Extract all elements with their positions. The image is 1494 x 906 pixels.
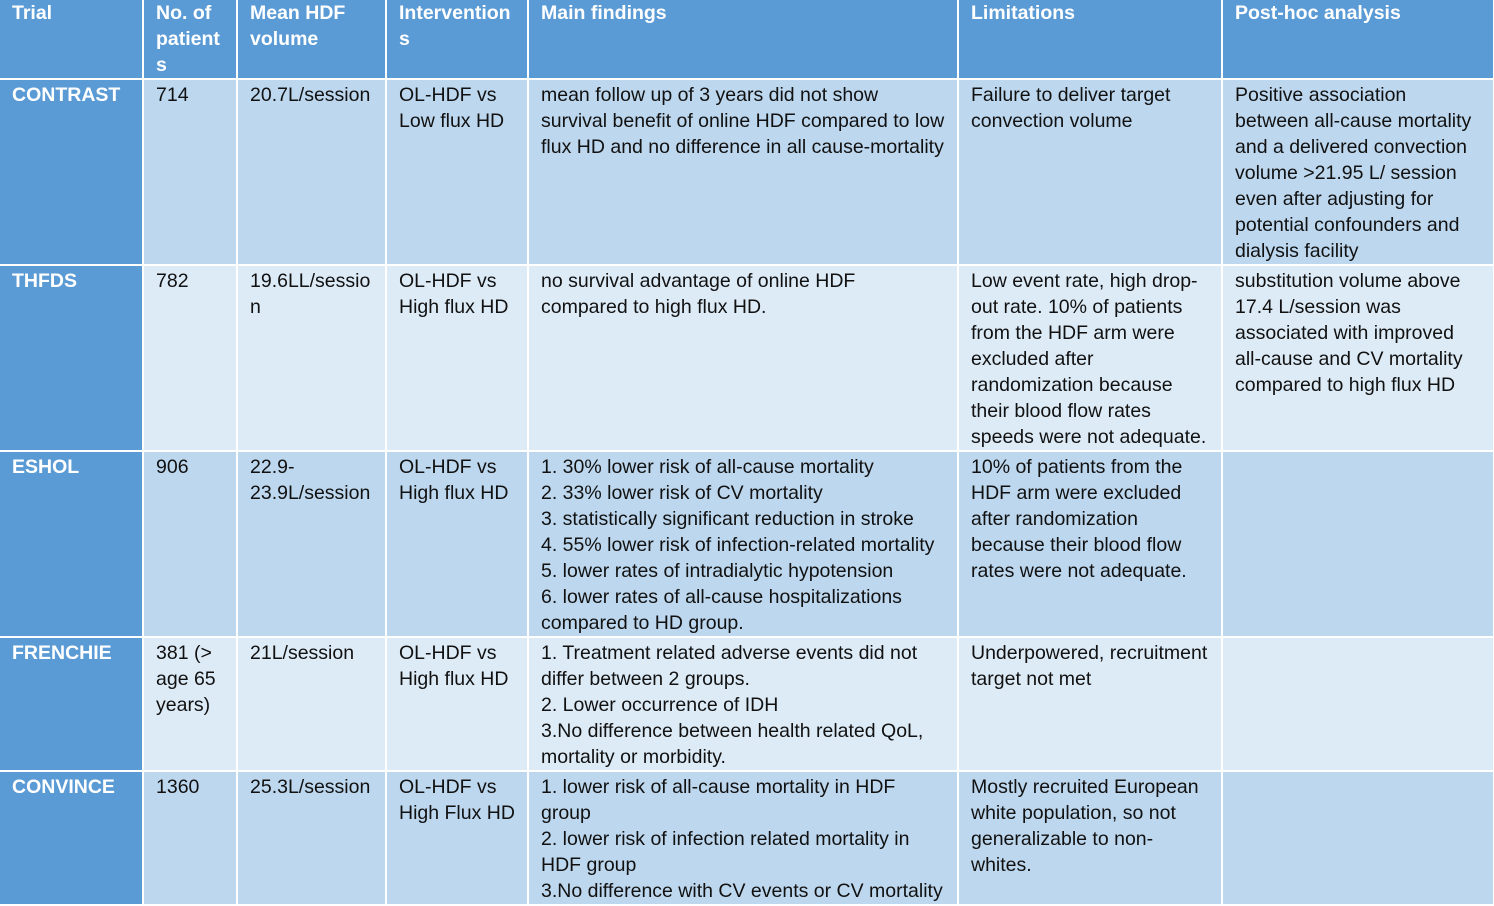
volume-cell: 20.7L/session — [237, 79, 386, 265]
findings-cell: 1. 30% lower risk of all-cause mortality 2. 33% lower risk of CV mortality 3. statistically significant reduction in stroke 4. 55% lower risk of infection-related mortality 5. lower rates of intradialytic hypotension 6. lower rates of all-cause hospitalizations compared to HD group. — [528, 451, 958, 637]
interventions-cell: OL-HDF vs High flux HD — [386, 637, 528, 771]
table-row — [0, 79, 1494, 265]
findings-cell: 1. lower risk of all-cause mortality in HDF group 2. lower risk of infection related mortality in HDF group 3.No difference with CV events or CV mortality — [528, 771, 958, 905]
header-trial: Trial — [0, 0, 143, 79]
interventions-cell: OL-HDF vs High flux HD — [386, 451, 528, 637]
limitations-cell: Mostly recruited European white population, so not generalizable to non-whites. — [958, 771, 1222, 905]
volume-cell: 19.6LL/session — [237, 265, 386, 451]
header-limitations: Limitations — [958, 0, 1222, 79]
volume-cell: 22.9-23.9L/session — [237, 451, 386, 637]
patients-cell: 381 (> age 65 years) — [143, 637, 237, 771]
table-row — [0, 771, 1494, 905]
header-findings: Main findings — [528, 0, 958, 79]
interventions-cell: OL-HDF vs High Flux HD — [386, 771, 528, 905]
posthoc-cell — [1222, 451, 1494, 637]
posthoc-cell — [1222, 637, 1494, 771]
volume-cell: 21L/session — [237, 637, 386, 771]
trial-name: ESHOL — [0, 451, 143, 637]
interventions-cell: OL-HDF vs High flux HD — [386, 265, 528, 451]
table-row — [0, 637, 1494, 771]
volume-cell: 25.3L/session — [237, 771, 386, 905]
header-posthoc: Post-hoc analysis — [1222, 0, 1494, 79]
findings-cell: 1. Treatment related adverse events did not differ between 2 groups. 2. Lower occurrence of IDH 3.No difference between health related QoL, mortality or morbidity. — [528, 637, 958, 771]
limitations-cell: Failure to deliver target convection volume — [958, 79, 1222, 265]
trial-name: CONTRAST — [0, 79, 143, 265]
trial-name: FRENCHIE — [0, 637, 143, 771]
trial-name: THFDS — [0, 265, 143, 451]
interventions-cell: OL-HDF vs Low flux HD — [386, 79, 528, 265]
table-row — [0, 265, 1494, 451]
limitations-cell: Low event rate, high drop-out rate. 10% of patients from the HDF arm were excluded after randomization because their blood flow rates speeds were not adequate. — [958, 265, 1222, 451]
header-interventions: Interventions — [386, 0, 528, 79]
header-patients: No. of patients — [143, 0, 237, 79]
table-row — [0, 451, 1494, 637]
patients-cell: 1360 — [143, 771, 237, 905]
header-volume: Mean HDF volume — [237, 0, 386, 79]
findings-cell: no survival advantage of online HDF compared to high flux HD. — [528, 265, 958, 451]
posthoc-cell — [1222, 771, 1494, 905]
limitations-cell: Underpowered, recruitment target not met — [958, 637, 1222, 771]
posthoc-cell: substitution volume above 17.4 L/session was associated with improved all-cause and CV mortality compared to high flux HD — [1222, 265, 1494, 451]
patients-cell: 714 — [143, 79, 237, 265]
trial-name: CONVINCE — [0, 771, 143, 905]
limitations-cell: 10% of patients from the HDF arm were excluded after randomization because their blood flow rates were not adequate. — [958, 451, 1222, 637]
findings-cell: mean follow up of 3 years did not show survival benefit of online HDF compared to low flux HD and no difference in all cause-mortality — [528, 79, 958, 265]
header-row — [0, 0, 1494, 79]
posthoc-cell: Positive association between all-cause mortality and a delivered convection volume >21.95 L/ session even after adjusting for potential confounders and dialysis facility — [1222, 79, 1494, 265]
patients-cell: 782 — [143, 265, 237, 451]
patients-cell: 906 — [143, 451, 237, 637]
